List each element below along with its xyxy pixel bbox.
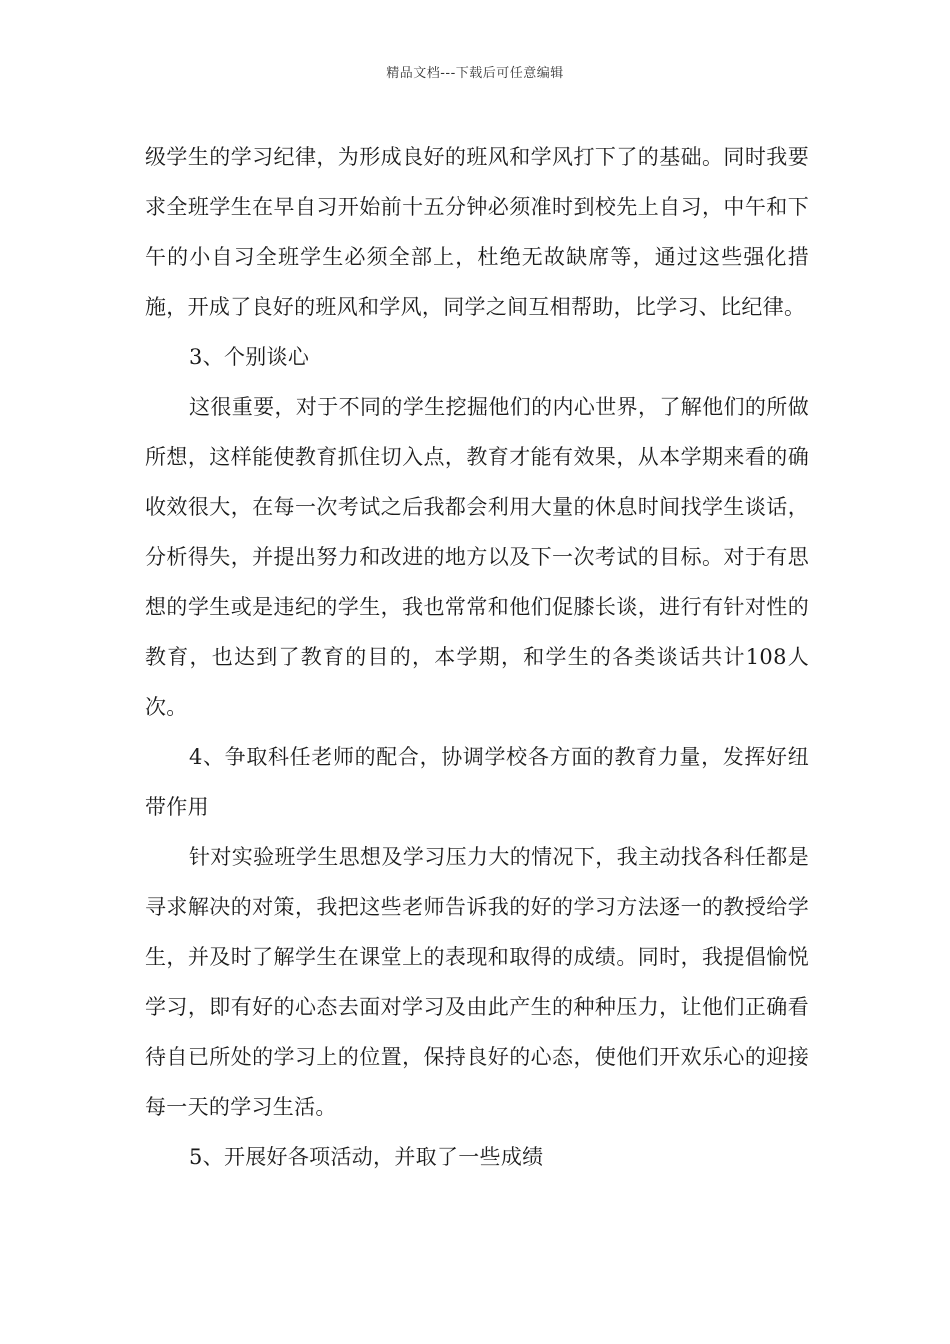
section-heading-3: 3、个别谈心 [189, 345, 310, 369]
paragraph-continuation: 级学生的学习纪律，为形成良好的班风和学风打下了的基础。同时我要求全班学生在早自习开始前十五分钟必须准时到校先上自习，中午和下午的小自习全班学生必须全部上，杜绝无故缺席等，通过这些强化措施，开成了良好的班风和学风，同学之间互相帮助，比学习、比纪律。 [145, 145, 809, 319]
section-heading-5: 5、开展好各项活动，并取了一些成绩 [189, 1145, 544, 1169]
document-body [145, 132, 809, 1182]
section-heading-4: 4、争取科任老师的配合，协调学校各方面的教育力量，发挥好纽带作用 [145, 745, 809, 819]
paragraph-talks: 这很重要，对于不同的学生挖掘他们的内心世界，了解他们的所做所想，这样能使教育抓住切入点，教育才能有效果，从本学期来看的确收效很大，在每一次考试之后我都会利用大量的休息时间找学生谈话，分析得失，并提出努力和改进的地方以及下一次考试的目标。对于有思想的学生或是违纪的学生，我也常常和他们促膝长谈，进行有针对性的教育，也达到了教育的目的，本学期，和学生的各类谈话共计108人次。 [145, 395, 809, 719]
page-header: 精品文档---下载后可任意编辑 [386, 66, 564, 81]
paragraph-teachers: 针对实验班学生思想及学习压力大的情况下，我主动找各科任都是寻求解决的对策，我把这些老师告诉我的好的学习方法逐一的教授给学生，并及时了解学生在课堂上的表现和取得的成绩。同时，我提倡愉悦学习，即有好的心态去面对学习及由此产生的种种压力，让他们正确看待自已所处的学习上的位置，保持良好的心态，使他们开欢乐心的迎接每一天的学习生活。 [145, 845, 809, 1119]
